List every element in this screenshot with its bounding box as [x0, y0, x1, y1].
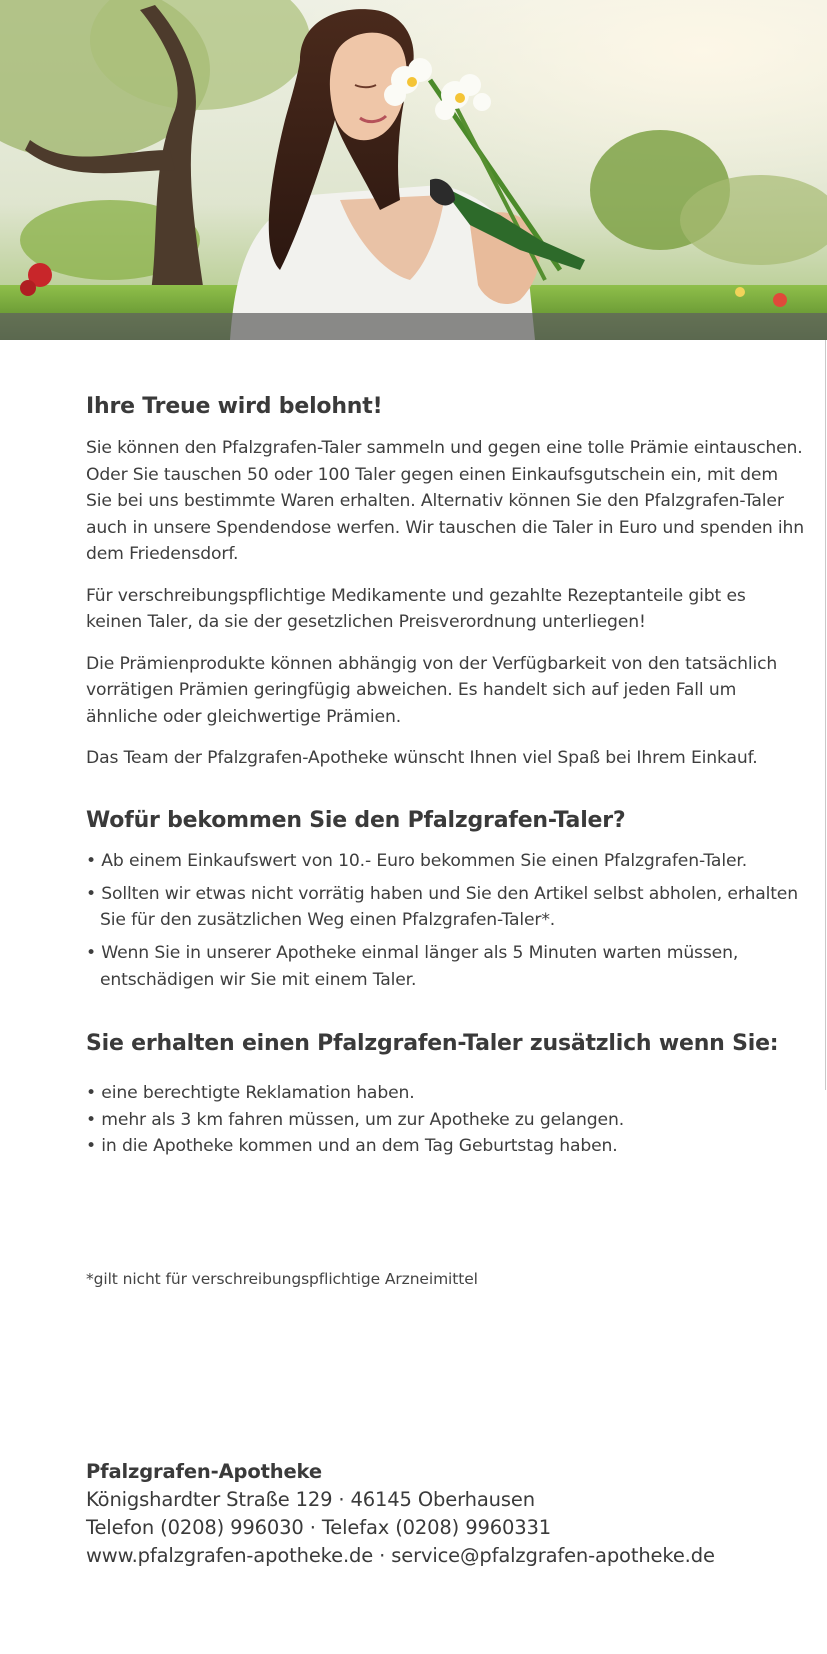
section1-paragraph-3: Die Prämienprodukte können abhängig von der Verfügbarkeit von den tatsächlich vorrätigen Prämien geringfügig abweichen. Es handelt sich auf jeden Fall um ähnliche oder gleichwertige Prämien. [86, 653, 778, 727]
hero-photo [0, 0, 827, 340]
section2-heading: Wofür bekommen Sie den Pfalzgrafen-Taler? [86, 807, 626, 833]
list-item: • eine berechtigte Reklamation haben. [86, 1083, 415, 1103]
hero-illustration [0, 0, 827, 340]
page-edge-rule [825, 340, 826, 1090]
list-item: • mehr als 3 km fahren müssen, um zur Apotheke zu gelangen. [86, 1109, 625, 1130]
phone-fax: Telefon (0208) 996030 · Telefax (0208) 9960331 [86, 1516, 551, 1539]
section1-paragraph-2: Für verschreibungspflichtige Medikamente und gezahlte Rezeptanteile gibt es keinen Taler, da sie der gesetzlichen Preisverordnung unterliegen! [86, 585, 746, 632]
section3-list [86, 1080, 806, 1160]
section1-paragraph-4: Das Team der Pfalzgrafen-Apotheke wünscht Ihnen viel Spaß bei Ihrem Einkauf. [86, 748, 758, 768]
section1-paragraph-1: Sie können den Pfalzgrafen-Taler sammeln und gegen eine tolle Prämie eintauschen. Oder Sie tauschen 50 oder 100 Taler gegen einen Einkaufsgutschein ein, mit dem Sie bei uns bestimmte Waren erhalten. Alternativ können Sie den Pfalzgrafen-Taler auch in unsere Spendendose werfen. Wir tauschen die Taler in Euro und spenden ihn dem Friedensdorf. [86, 438, 805, 564]
main-content [86, 392, 806, 1160]
street-address: Königshardter Straße 129 · 46145 Oberhausen [86, 1488, 535, 1511]
section3-heading: Sie erhalten einen Pfalzgrafen-Taler zusätzlich wenn Sie: [86, 1031, 779, 1056]
list-item: • Sollten wir etwas nicht vorrätig haben und Sie den Artikel selbst abholen, erhalten Sie für den zusätzlichen Weg einen Pfalzgrafen-Taler*. [86, 883, 798, 930]
list-item: • Wenn Sie in unserer Apotheke einmal länger als 5 Minuten warten müssen, entschädigen wir Sie mit einem Taler. [86, 943, 739, 990]
hero-bottom-band [0, 313, 827, 340]
section1-heading: Ihre Treue wird belohnt! [86, 394, 383, 419]
web-email: www.pfalzgrafen-apotheke.de · service@pfalzgrafen-apotheke.de [86, 1544, 715, 1567]
footnote: *gilt nicht für verschreibungspflichtige Arzneimittel [86, 1270, 478, 1288]
address-block [86, 1458, 715, 1570]
section2-list [86, 848, 806, 994]
pharmacy-name: Pfalzgrafen-Apotheke [86, 1460, 322, 1483]
list-item: • Ab einem Einkaufswert von 10.- Euro bekommen Sie einen Pfalzgrafen-Taler. [86, 850, 748, 871]
list-item: • in die Apotheke kommen und an dem Tag Geburtstag haben. [86, 1136, 618, 1156]
